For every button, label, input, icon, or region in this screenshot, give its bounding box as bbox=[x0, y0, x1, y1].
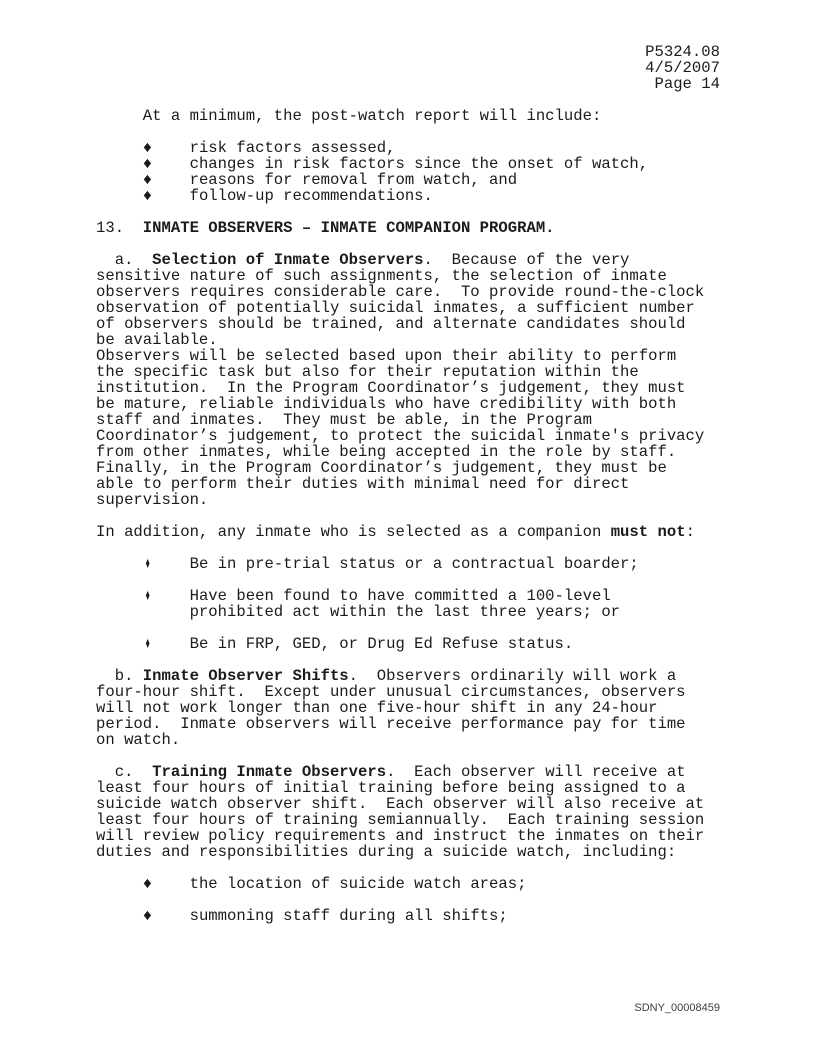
section-c-training bbox=[96, 764, 720, 860]
companion-must-not bbox=[96, 524, 720, 540]
text: period. Inmate observers will receive performance pay for time bbox=[96, 715, 686, 733]
text: : bbox=[685, 523, 695, 541]
list-item-line: prohibited act within the last three years; or bbox=[96, 603, 621, 621]
list-item-line: ♦ Be in FRP, GED, or Drug Ed Refuse status. bbox=[145, 635, 574, 653]
text-line bbox=[96, 844, 720, 860]
text-line bbox=[96, 732, 720, 748]
text: the specific task but also for their reputation within the bbox=[96, 363, 639, 381]
text-line bbox=[96, 812, 720, 828]
text-line bbox=[96, 332, 720, 348]
diamond-bullet-icon: ♦ bbox=[145, 555, 150, 573]
list-item bbox=[96, 556, 720, 572]
list-item bbox=[96, 172, 720, 188]
text: institution. In the Program Coordinator’s judgement, they must bbox=[96, 379, 686, 397]
text: be available. bbox=[96, 331, 218, 349]
text: At a minimum, the post-watch report will include: bbox=[96, 107, 602, 125]
text: Observers will be selected based upon their ability to perform bbox=[96, 347, 677, 365]
header-page-number: Page 14 bbox=[654, 75, 720, 93]
text: will not work longer than one five-hour shift in any 24-hour bbox=[96, 699, 658, 717]
text: supervision. bbox=[96, 491, 209, 509]
text-line bbox=[96, 444, 720, 460]
text: duties and responsibilities during a suicide watch, including: bbox=[96, 843, 677, 861]
list-item bbox=[96, 140, 720, 156]
text-line bbox=[96, 412, 720, 428]
section-b-shifts bbox=[96, 668, 720, 748]
text: least four hours of training semiannually. Each training session bbox=[96, 811, 705, 829]
text-line bbox=[96, 460, 720, 476]
section-a-selection bbox=[96, 252, 720, 508]
text: observation of potentially suicidal inmates, a sufficient number bbox=[96, 299, 695, 317]
text-line bbox=[96, 300, 720, 316]
text-line bbox=[96, 316, 720, 332]
bold-text: Training Inmate Observers bbox=[152, 763, 387, 781]
document-content bbox=[96, 44, 720, 924]
text: be mature, reliable individuals who have credibility with both bbox=[96, 395, 677, 413]
intro-paragraph bbox=[96, 108, 720, 124]
text-line bbox=[96, 524, 720, 540]
bates-number: SDNY_00008459 bbox=[634, 1002, 720, 1014]
text-line bbox=[96, 780, 720, 796]
diamond-bullet-icon: ♦ bbox=[142, 171, 153, 189]
diamond-bullet-icon: ♦ bbox=[142, 875, 153, 893]
text: observers requires considerable care. To provide round-the-clock bbox=[96, 283, 705, 301]
text: c. bbox=[96, 763, 153, 781]
text-line bbox=[96, 108, 720, 124]
text: suicide watch observer shift. Each observer will also receive at bbox=[96, 795, 705, 813]
list-item-line: ♦ summoning staff during all shifts; bbox=[142, 907, 508, 925]
header-directive-number: P5324.08 bbox=[645, 43, 720, 61]
diamond-bullet-icon: ♦ bbox=[142, 139, 153, 157]
list-item-line: ♦ follow-up recommendations. bbox=[142, 187, 433, 205]
text-line bbox=[96, 716, 720, 732]
text-line bbox=[96, 764, 720, 780]
list-item bbox=[96, 636, 720, 652]
text: 13. bbox=[96, 219, 143, 237]
training-topics-list bbox=[96, 876, 720, 924]
text: b. bbox=[96, 667, 143, 685]
list-item-line: ♦ reasons for removal from watch, and bbox=[142, 171, 518, 189]
list-item-line: ♦ Have been found to have committed a 100-level bbox=[145, 587, 611, 605]
text: Coordinator’s judgement, to protect the suicidal inmate's privacy bbox=[96, 427, 705, 445]
list-item-line: ♦ risk factors assessed, bbox=[142, 139, 396, 157]
text-line bbox=[96, 380, 720, 396]
text-line bbox=[96, 268, 720, 284]
text: sensitive nature of such assignments, the selection of inmate bbox=[96, 267, 667, 285]
text: of observers should be trained, and alternate candidates should bbox=[96, 315, 686, 333]
page-header bbox=[96, 44, 720, 92]
list-item-line: ♦ changes in risk factors since the onset of watch, bbox=[142, 155, 649, 173]
text-line bbox=[96, 428, 720, 444]
header-date: 4/5/2007 bbox=[645, 59, 720, 77]
text-line bbox=[96, 476, 720, 492]
text: . Each observer will receive at bbox=[386, 763, 686, 781]
text: on watch. bbox=[96, 731, 181, 749]
post-watch-report-list bbox=[96, 140, 720, 204]
text: In addition, any inmate who is selected as a companion bbox=[96, 523, 611, 541]
list-item bbox=[96, 156, 720, 172]
text: staff and inmates. They must be able, in the Program bbox=[96, 411, 592, 429]
text-line bbox=[96, 828, 720, 844]
list-item bbox=[96, 188, 720, 204]
text: least four hours of initial training before being assigned to a bbox=[96, 779, 686, 797]
text-line bbox=[96, 492, 720, 508]
document-body bbox=[96, 108, 720, 924]
text-line bbox=[96, 220, 720, 236]
text-line bbox=[96, 364, 720, 380]
diamond-bullet-icon: ♦ bbox=[142, 907, 153, 925]
list-item-line: ♦ Be in pre-trial status or a contractual boarder; bbox=[145, 555, 639, 573]
list-item-line: ♦ the location of suicide watch areas; bbox=[142, 875, 527, 893]
bold-text: INMATE OBSERVERS – INMATE COMPANION PROGRAM. bbox=[142, 219, 555, 237]
text: a. bbox=[96, 251, 153, 269]
text-line bbox=[96, 348, 720, 364]
list-item bbox=[96, 876, 720, 892]
text: four-hour shift. Except under unusual circumstances, observers bbox=[96, 683, 686, 701]
text: . Because of the very bbox=[423, 251, 630, 269]
bold-text: Selection of Inmate Observers bbox=[152, 251, 424, 269]
text: Finally, in the Program Coordinator’s judgement, they must be bbox=[96, 459, 667, 477]
text-line bbox=[96, 396, 720, 412]
text-line bbox=[96, 700, 720, 716]
text: able to perform their duties with minimal need for direct bbox=[96, 475, 630, 493]
diamond-bullet-icon: ♦ bbox=[145, 635, 150, 653]
section-13-heading bbox=[96, 220, 720, 236]
text-line bbox=[96, 284, 720, 300]
text-line bbox=[96, 796, 720, 812]
bold-text: must not bbox=[610, 523, 686, 541]
bold-text: Inmate Observer Shifts bbox=[142, 667, 349, 685]
text-line bbox=[96, 668, 720, 684]
text: will review policy requirements and instruct the inmates on their bbox=[96, 827, 705, 845]
text-line bbox=[96, 684, 720, 700]
list-item bbox=[96, 908, 720, 924]
diamond-bullet-icon: ♦ bbox=[142, 187, 153, 205]
diamond-bullet-icon: ♦ bbox=[145, 587, 150, 605]
diamond-bullet-icon: ♦ bbox=[142, 155, 153, 173]
text-line bbox=[96, 252, 720, 268]
list-item bbox=[96, 588, 720, 620]
text: from other inmates, while being accepted in the role by staff. bbox=[96, 443, 677, 461]
companion-exclusions-list bbox=[96, 556, 720, 652]
text: . Observers ordinarily will work a bbox=[348, 667, 677, 685]
